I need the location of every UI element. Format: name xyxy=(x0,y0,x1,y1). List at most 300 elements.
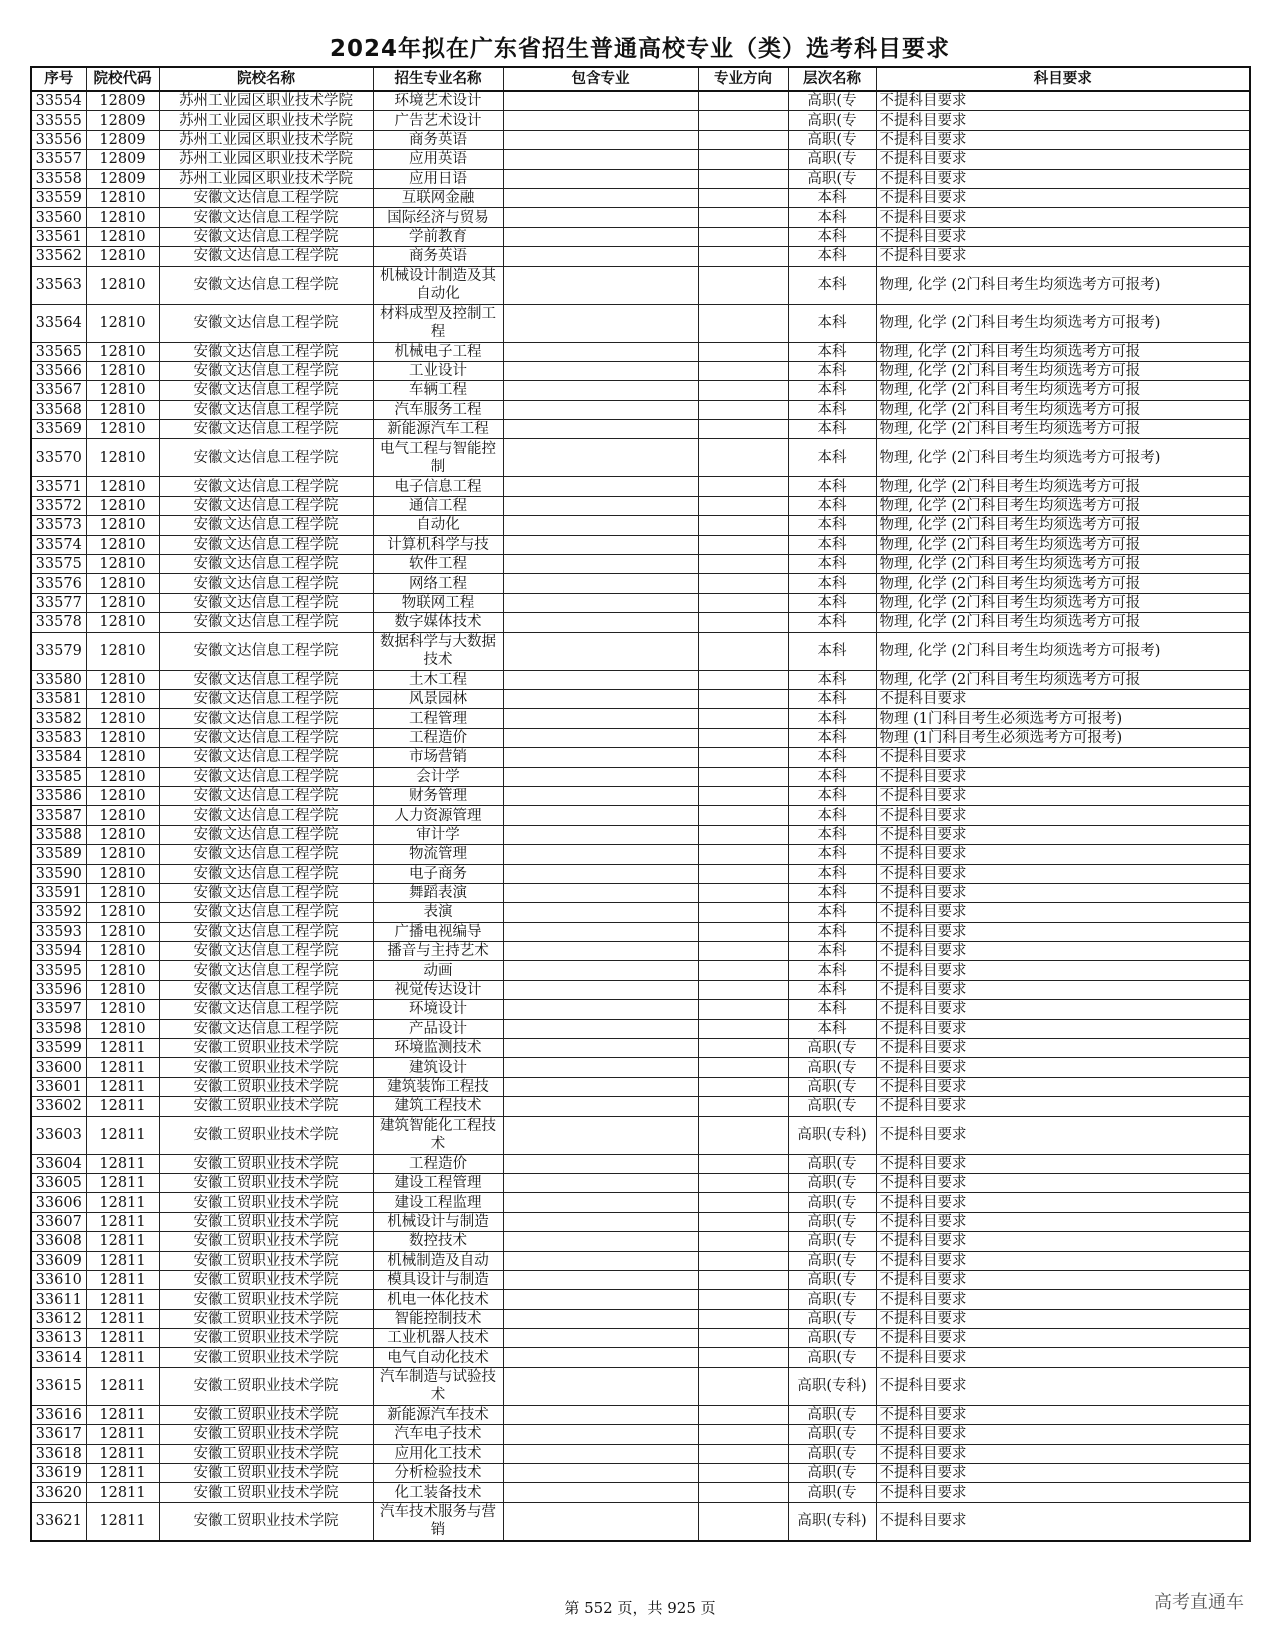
table-cell: 不提科目要求 xyxy=(876,1116,1250,1154)
table-cell: 12810 xyxy=(86,1019,159,1038)
table-cell: 33576 xyxy=(31,574,86,593)
table-cell: 33555 xyxy=(31,111,86,130)
table-cell: 33608 xyxy=(31,1232,86,1251)
table-cell: 本科 xyxy=(788,555,876,574)
table-cell: 安徽工贸职业技术学院 xyxy=(159,1464,373,1483)
table-cell: 安徽工贸职业技术学院 xyxy=(159,1309,373,1328)
table-cell: 安徽文达信息工程学院 xyxy=(159,535,373,554)
table-cell: 不提科目要求 xyxy=(876,150,1250,169)
table-row xyxy=(31,709,1250,728)
table-cell: 安徽文达信息工程学院 xyxy=(159,227,373,246)
table-cell: 高职(专 xyxy=(788,1270,876,1289)
table-cell: 电气自动化技术 xyxy=(373,1348,503,1367)
table-cell: 审计学 xyxy=(373,825,503,844)
table-cell xyxy=(698,1232,788,1251)
table-cell: 物理, 化学 (2门科目考生均须选考方可报 xyxy=(876,670,1250,689)
table-cell: 安徽文达信息工程学院 xyxy=(159,593,373,612)
table-cell: 高职(专科) xyxy=(788,1502,876,1541)
table-cell: 安徽工贸职业技术学院 xyxy=(159,1348,373,1367)
table-cell: 机械设计与制造 xyxy=(373,1212,503,1231)
table-row xyxy=(31,1405,1250,1424)
table-cell: 物理, 化学 (2门科目考生均须选考方可报 xyxy=(876,477,1250,496)
table-row xyxy=(31,1212,1250,1231)
table-cell xyxy=(698,420,788,439)
table-cell: 33557 xyxy=(31,150,86,169)
table-cell: 物理, 化学 (2门科目考生均须选考方可报 xyxy=(876,535,1250,554)
table-cell: 本科 xyxy=(788,1000,876,1019)
table-cell: 苏州工业园区职业技术学院 xyxy=(159,130,373,149)
table-cell: 33586 xyxy=(31,786,86,805)
table-cell: 物理, 化学 (2门科目考生均须选考方可报考) xyxy=(876,304,1250,342)
table-cell xyxy=(503,1483,698,1502)
table-cell xyxy=(503,748,698,767)
table-cell xyxy=(503,496,698,515)
table-cell: 不提科目要求 xyxy=(876,1019,1250,1038)
table-cell: 物理, 化学 (2门科目考生均须选考方可报 xyxy=(876,555,1250,574)
table-cell: 33599 xyxy=(31,1039,86,1058)
table-cell: 12811 xyxy=(86,1270,159,1289)
table-cell xyxy=(698,1502,788,1541)
table-row xyxy=(31,496,1250,515)
table-cell: 安徽文达信息工程学院 xyxy=(159,786,373,805)
table-cell: 12810 xyxy=(86,883,159,902)
table-cell xyxy=(503,169,698,188)
table-cell: 自动化 xyxy=(373,516,503,535)
table-cell: 视觉传达设计 xyxy=(373,980,503,999)
table-cell: 33587 xyxy=(31,806,86,825)
table-cell: 33566 xyxy=(31,361,86,380)
table-cell: 安徽文达信息工程学院 xyxy=(159,342,373,361)
table-row xyxy=(31,516,1250,535)
table-cell xyxy=(503,709,698,728)
table-cell: 安徽工贸职业技术学院 xyxy=(159,1405,373,1424)
table-cell: 12810 xyxy=(86,903,159,922)
table-cell xyxy=(698,111,788,130)
table-cell: 物理, 化学 (2门科目考生均须选考方可报 xyxy=(876,342,1250,361)
table-cell: 材料成型及控制工程 xyxy=(373,304,503,342)
table-cell: 安徽工贸职业技术学院 xyxy=(159,1173,373,1192)
table-row xyxy=(31,825,1250,844)
table-cell: 模具设计与制造 xyxy=(373,1270,503,1289)
table-row xyxy=(31,150,1250,169)
table-cell: 广告艺术设计 xyxy=(373,111,503,130)
table-cell xyxy=(698,535,788,554)
table-cell: 12810 xyxy=(86,555,159,574)
table-row xyxy=(31,961,1250,980)
table-cell: 33605 xyxy=(31,1173,86,1192)
col-header: 科目要求 xyxy=(876,67,1250,91)
table-row xyxy=(31,535,1250,554)
table-cell xyxy=(698,845,788,864)
table-cell: 安徽工贸职业技术学院 xyxy=(159,1058,373,1077)
table-cell: 物理, 化学 (2门科目考生均须选考方可报考) xyxy=(876,439,1250,477)
table-cell: 不提科目要求 xyxy=(876,1193,1250,1212)
table-cell: 不提科目要求 xyxy=(876,227,1250,246)
table-cell xyxy=(698,1000,788,1019)
table-cell xyxy=(698,942,788,961)
table-cell: 不提科目要求 xyxy=(876,169,1250,188)
table-cell: 高职(专 xyxy=(788,1405,876,1424)
table-cell: 不提科目要求 xyxy=(876,961,1250,980)
table-cell xyxy=(503,91,698,111)
table-cell xyxy=(503,1425,698,1444)
table-cell: 12811 xyxy=(86,1502,159,1541)
table-cell xyxy=(503,1097,698,1116)
table-cell: 33598 xyxy=(31,1019,86,1038)
table-cell: 数据科学与大数据技术 xyxy=(373,632,503,670)
table-cell xyxy=(503,1348,698,1367)
table-cell: 33596 xyxy=(31,980,86,999)
page-title: 2024年拟在广东省招生普通高校专业（类）选考科目要求 xyxy=(329,36,950,62)
table-cell: 高职(专 xyxy=(788,1077,876,1096)
table-cell: 12810 xyxy=(86,188,159,207)
table-cell: 33612 xyxy=(31,1309,86,1328)
table-cell: 安徽文达信息工程学院 xyxy=(159,1000,373,1019)
table-cell: 不提科目要求 xyxy=(876,1309,1250,1328)
table-cell: 12809 xyxy=(86,111,159,130)
table-cell: 33593 xyxy=(31,922,86,941)
table-cell xyxy=(503,1154,698,1173)
table-cell: 安徽文达信息工程学院 xyxy=(159,439,373,477)
table-cell: 物流管理 xyxy=(373,845,503,864)
table-cell: 33604 xyxy=(31,1154,86,1173)
table-cell: 高职(专 xyxy=(788,1251,876,1270)
table-cell xyxy=(503,806,698,825)
table-cell: 安徽文达信息工程学院 xyxy=(159,767,373,786)
table-cell: 12810 xyxy=(86,1000,159,1019)
table-cell: 建筑智能化工程技术 xyxy=(373,1116,503,1154)
table-cell xyxy=(698,361,788,380)
table-cell xyxy=(503,1251,698,1270)
table-cell: 物理 (1门科目考生必须选考方可报考) xyxy=(876,728,1250,747)
table-cell: 12811 xyxy=(86,1154,159,1173)
table-cell xyxy=(698,961,788,980)
table-cell: 安徽文达信息工程学院 xyxy=(159,496,373,515)
table-cell: 商务英语 xyxy=(373,247,503,266)
table-cell: 安徽工贸职业技术学院 xyxy=(159,1212,373,1231)
table-cell xyxy=(503,535,698,554)
table-cell xyxy=(503,555,698,574)
table-cell: 应用英语 xyxy=(373,150,503,169)
table-row xyxy=(31,1444,1250,1463)
table-cell: 本科 xyxy=(788,208,876,227)
table-cell: 不提科目要求 xyxy=(876,1483,1250,1502)
table-cell xyxy=(503,188,698,207)
table-cell: 12810 xyxy=(86,825,159,844)
table-cell xyxy=(698,1251,788,1270)
table-cell: 12811 xyxy=(86,1464,159,1483)
table-cell: 12810 xyxy=(86,961,159,980)
table-cell xyxy=(503,1116,698,1154)
table-cell: 本科 xyxy=(788,420,876,439)
table-cell: 高职(专 xyxy=(788,1058,876,1077)
table-cell: 12811 xyxy=(86,1367,159,1405)
table-row xyxy=(31,1193,1250,1212)
table-cell: 本科 xyxy=(788,574,876,593)
table-cell: 建设工程监理 xyxy=(373,1193,503,1212)
table-cell xyxy=(698,709,788,728)
table-cell xyxy=(698,670,788,689)
table-cell: 物理, 化学 (2门科目考生均须选考方可报 xyxy=(876,593,1250,612)
table-cell: 本科 xyxy=(788,247,876,266)
table-row xyxy=(31,1039,1250,1058)
table-cell: 物理 (1门科目考生必须选考方可报考) xyxy=(876,709,1250,728)
table-cell: 舞蹈表演 xyxy=(373,883,503,902)
table-cell xyxy=(503,247,698,266)
table-cell: 不提科目要求 xyxy=(876,1232,1250,1251)
table-cell xyxy=(503,208,698,227)
table-cell: 12810 xyxy=(86,806,159,825)
table-cell: 安徽文达信息工程学院 xyxy=(159,304,373,342)
table-cell xyxy=(698,632,788,670)
table-cell: 33603 xyxy=(31,1116,86,1154)
col-header: 包含专业 xyxy=(503,67,698,91)
table-cell: 表演 xyxy=(373,903,503,922)
table-cell xyxy=(698,1483,788,1502)
table-cell: 33564 xyxy=(31,304,86,342)
table-cell: 不提科目要求 xyxy=(876,1077,1250,1096)
table-cell: 电子信息工程 xyxy=(373,477,503,496)
table-cell: 33589 xyxy=(31,845,86,864)
table-row xyxy=(31,1464,1250,1483)
table-cell xyxy=(503,439,698,477)
table-cell: 12810 xyxy=(86,496,159,515)
table-cell: 33597 xyxy=(31,1000,86,1019)
table-cell: 本科 xyxy=(788,864,876,883)
table-row xyxy=(31,1058,1250,1077)
table-cell: 汽车技术服务与营销 xyxy=(373,1502,503,1541)
table-cell: 本科 xyxy=(788,767,876,786)
table-row xyxy=(31,1154,1250,1173)
table-row xyxy=(31,864,1250,883)
table-cell: 风景园林 xyxy=(373,689,503,708)
table-cell xyxy=(503,1019,698,1038)
table-cell xyxy=(503,1405,698,1424)
table-cell: 计算机科学与技 xyxy=(373,535,503,554)
table-cell xyxy=(503,420,698,439)
table-cell: 安徽文达信息工程学院 xyxy=(159,689,373,708)
table-row xyxy=(31,1502,1250,1541)
table-cell: 物理, 化学 (2门科目考生均须选考方可报 xyxy=(876,400,1250,419)
table-cell: 12810 xyxy=(86,361,159,380)
table-cell: 12810 xyxy=(86,400,159,419)
col-header: 招生专业名称 xyxy=(373,67,503,91)
table-cell: 12811 xyxy=(86,1348,159,1367)
table-row xyxy=(31,1019,1250,1038)
table-header-row xyxy=(31,67,1250,91)
table-row xyxy=(31,1483,1250,1502)
table-cell: 应用日语 xyxy=(373,169,503,188)
table-cell xyxy=(503,381,698,400)
table-cell: 不提科目要求 xyxy=(876,786,1250,805)
table-cell: 高职(专 xyxy=(788,1039,876,1058)
table-cell xyxy=(698,188,788,207)
table-cell: 12810 xyxy=(86,420,159,439)
table-cell: 不提科目要求 xyxy=(876,748,1250,767)
table-cell: 安徽文达信息工程学院 xyxy=(159,613,373,632)
table-cell: 本科 xyxy=(788,845,876,864)
table-cell xyxy=(698,1425,788,1444)
table-cell: 不提科目要求 xyxy=(876,111,1250,130)
table-cell: 33571 xyxy=(31,477,86,496)
table-cell xyxy=(503,1309,698,1328)
table-cell: 本科 xyxy=(788,748,876,767)
table-cell: 12810 xyxy=(86,980,159,999)
table-cell: 本科 xyxy=(788,361,876,380)
table-cell: 分析检验技术 xyxy=(373,1464,503,1483)
table-cell: 不提科目要求 xyxy=(876,1251,1250,1270)
table-cell: 工程造价 xyxy=(373,728,503,747)
table-cell: 33583 xyxy=(31,728,86,747)
table-cell: 12811 xyxy=(86,1212,159,1231)
table-row xyxy=(31,1173,1250,1192)
table-cell: 工业设计 xyxy=(373,361,503,380)
table-cell: 安徽工贸职业技术学院 xyxy=(159,1077,373,1096)
table-cell xyxy=(698,1367,788,1405)
table-cell: 12809 xyxy=(86,169,159,188)
table-row xyxy=(31,806,1250,825)
table-cell xyxy=(503,1329,698,1348)
table-cell: 33561 xyxy=(31,227,86,246)
table-cell: 环境设计 xyxy=(373,1000,503,1019)
table-cell xyxy=(698,748,788,767)
table-cell: 本科 xyxy=(788,980,876,999)
table-cell: 12810 xyxy=(86,709,159,728)
table-row xyxy=(31,593,1250,612)
table-cell: 安徽文达信息工程学院 xyxy=(159,400,373,419)
table-cell xyxy=(503,1502,698,1541)
table-cell: 33554 xyxy=(31,91,86,111)
table-cell xyxy=(503,922,698,941)
table-row xyxy=(31,420,1250,439)
table-cell xyxy=(503,130,698,149)
table-cell xyxy=(698,1154,788,1173)
table-cell: 33613 xyxy=(31,1329,86,1348)
table-cell: 33606 xyxy=(31,1193,86,1212)
table-cell: 33592 xyxy=(31,903,86,922)
table-cell xyxy=(698,1348,788,1367)
table-cell: 安徽文达信息工程学院 xyxy=(159,942,373,961)
table-cell: 安徽工贸职业技术学院 xyxy=(159,1097,373,1116)
table-cell: 不提科目要求 xyxy=(876,1502,1250,1541)
table-cell: 33562 xyxy=(31,247,86,266)
table-cell xyxy=(698,806,788,825)
table-cell xyxy=(698,1097,788,1116)
table-cell: 不提科目要求 xyxy=(876,980,1250,999)
table-cell: 本科 xyxy=(788,903,876,922)
table-cell: 安徽文达信息工程学院 xyxy=(159,477,373,496)
table-cell: 33609 xyxy=(31,1251,86,1270)
table-row xyxy=(31,767,1250,786)
table-row xyxy=(31,304,1250,342)
table-cell: 环境艺术设计 xyxy=(373,91,503,111)
table-cell: 市场营销 xyxy=(373,748,503,767)
table-cell: 33574 xyxy=(31,535,86,554)
table-cell: 12810 xyxy=(86,767,159,786)
table-cell: 工程造价 xyxy=(373,1154,503,1173)
table-cell: 安徽文达信息工程学院 xyxy=(159,883,373,902)
table-cell xyxy=(698,304,788,342)
table-cell: 不提科目要求 xyxy=(876,883,1250,902)
table-cell: 本科 xyxy=(788,188,876,207)
table-cell: 33577 xyxy=(31,593,86,612)
table-cell xyxy=(698,516,788,535)
table-cell: 安徽文达信息工程学院 xyxy=(159,922,373,941)
table-cell: 本科 xyxy=(788,942,876,961)
table-row xyxy=(31,1116,1250,1154)
table-row xyxy=(31,574,1250,593)
table-cell xyxy=(698,1019,788,1038)
table-cell: 不提科目要求 xyxy=(876,1348,1250,1367)
table-row xyxy=(31,1251,1250,1270)
table-cell: 汽车电子技术 xyxy=(373,1425,503,1444)
table-cell: 学前教育 xyxy=(373,227,503,246)
table-cell: 12810 xyxy=(86,670,159,689)
table-row xyxy=(31,477,1250,496)
table-cell xyxy=(698,786,788,805)
table-cell: 12810 xyxy=(86,613,159,632)
table-cell: 高职(专 xyxy=(788,91,876,111)
table-cell xyxy=(503,516,698,535)
table-cell: 本科 xyxy=(788,535,876,554)
table-cell: 12810 xyxy=(86,516,159,535)
table-cell xyxy=(698,1405,788,1424)
table-cell: 12811 xyxy=(86,1077,159,1096)
table-row xyxy=(31,381,1250,400)
table-cell: 安徽文达信息工程学院 xyxy=(159,903,373,922)
table-row xyxy=(31,1270,1250,1289)
table-cell: 33620 xyxy=(31,1483,86,1502)
table-row xyxy=(31,670,1250,689)
table-cell: 不提科目要求 xyxy=(876,130,1250,149)
table-cell: 物理, 化学 (2门科目考生均须选考方可报 xyxy=(876,496,1250,515)
table-cell: 安徽文达信息工程学院 xyxy=(159,980,373,999)
table-cell: 安徽文达信息工程学院 xyxy=(159,632,373,670)
table-cell: 不提科目要求 xyxy=(876,1058,1250,1077)
table-cell: 12809 xyxy=(86,91,159,111)
table-cell: 12810 xyxy=(86,632,159,670)
table-cell: 不提科目要求 xyxy=(876,1212,1250,1231)
table-cell: 33556 xyxy=(31,130,86,149)
table-cell: 12810 xyxy=(86,574,159,593)
table-cell: 不提科目要求 xyxy=(876,1154,1250,1173)
table-row xyxy=(31,208,1250,227)
table-cell: 安徽文达信息工程学院 xyxy=(159,516,373,535)
table-cell: 安徽文达信息工程学院 xyxy=(159,420,373,439)
table-cell xyxy=(698,1329,788,1348)
table-cell: 33595 xyxy=(31,961,86,980)
table-cell xyxy=(503,1232,698,1251)
table-row xyxy=(31,1348,1250,1367)
table-cell xyxy=(503,786,698,805)
table-cell xyxy=(698,439,788,477)
table-cell xyxy=(503,825,698,844)
table-cell: 安徽工贸职业技术学院 xyxy=(159,1154,373,1173)
table-cell: 数控技术 xyxy=(373,1232,503,1251)
table-cell: 安徽文达信息工程学院 xyxy=(159,748,373,767)
table-cell: 新能源汽车工程 xyxy=(373,420,503,439)
table-cell xyxy=(503,883,698,902)
col-header: 层次名称 xyxy=(788,67,876,91)
table-row xyxy=(31,1367,1250,1405)
table-cell: 33584 xyxy=(31,748,86,767)
table-cell xyxy=(503,227,698,246)
table-cell: 不提科目要求 xyxy=(876,1097,1250,1116)
table-cell xyxy=(698,593,788,612)
table-cell: 安徽工贸职业技术学院 xyxy=(159,1502,373,1541)
table-cell: 高职(专 xyxy=(788,169,876,188)
table-row xyxy=(31,1000,1250,1019)
